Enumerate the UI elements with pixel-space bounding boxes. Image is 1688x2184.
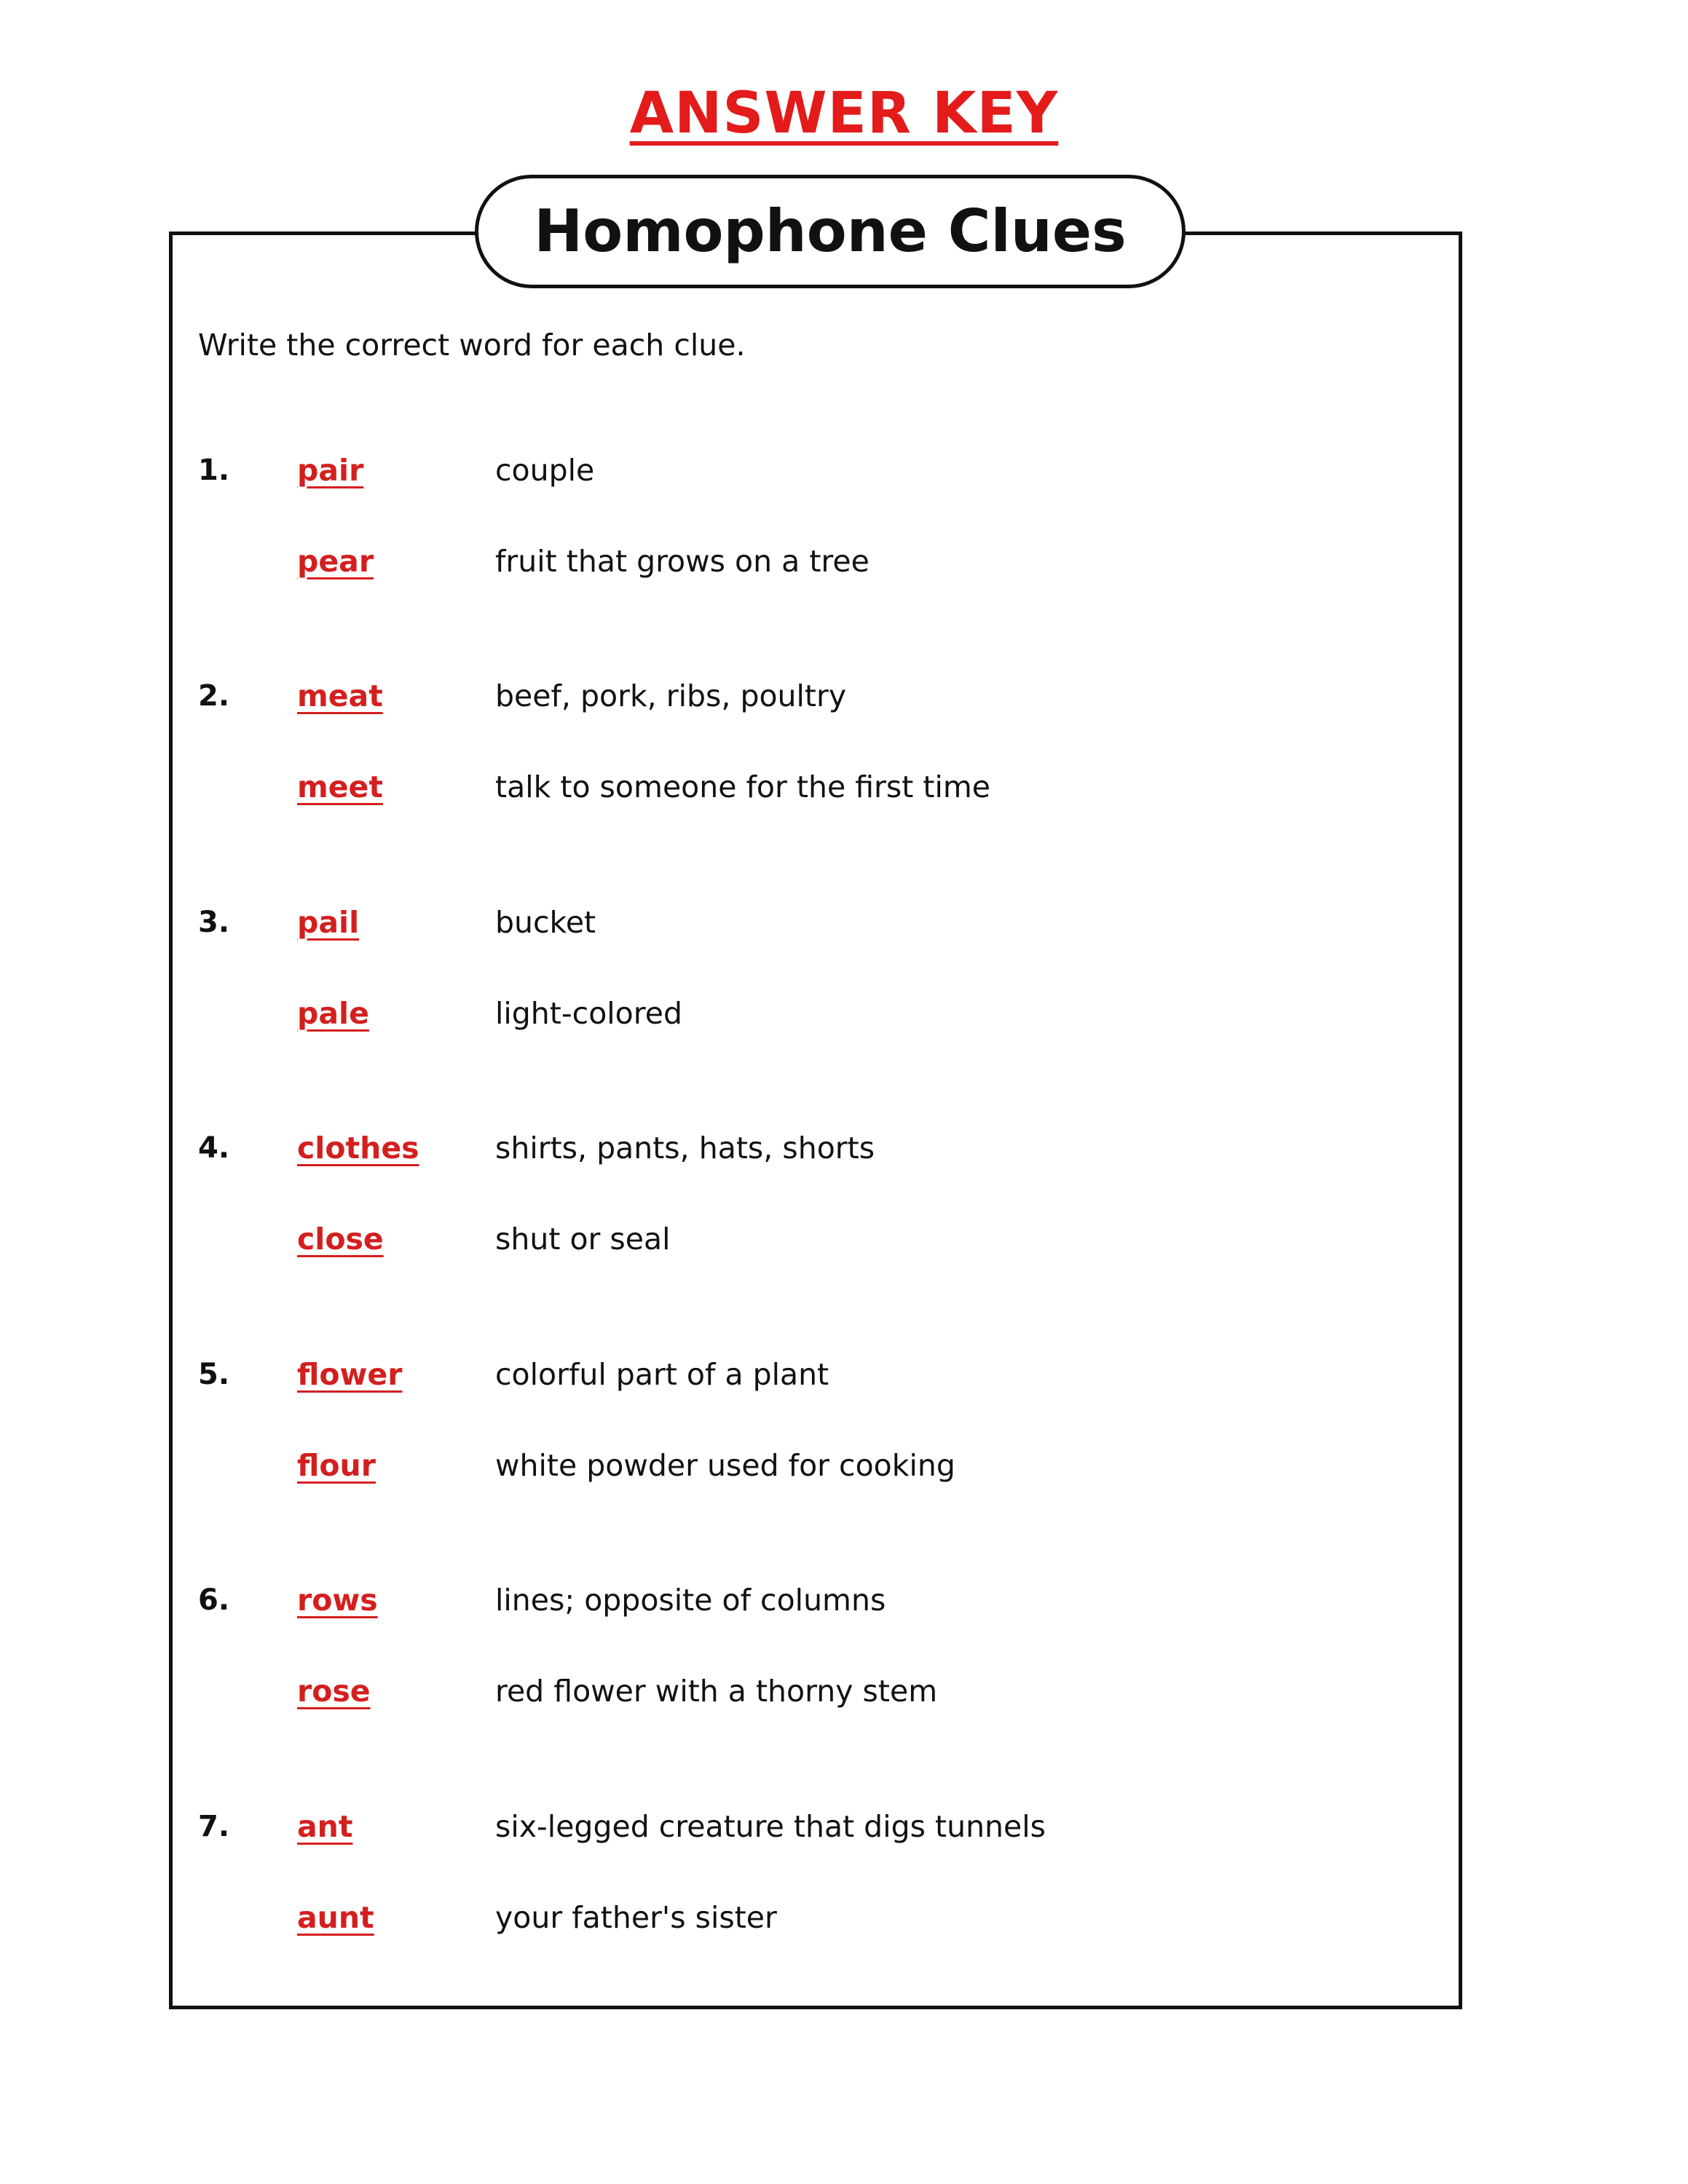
item-number: 4.	[198, 1131, 230, 1165]
answer-word: flour	[297, 1448, 376, 1483]
clue-text: white powder used for cooking	[495, 1448, 955, 1483]
answer-word: flower	[297, 1357, 403, 1392]
answer-word: meat	[297, 678, 383, 713]
answer-word: aunt	[297, 1900, 374, 1935]
clue-text: shut or seal	[495, 1222, 671, 1257]
answer-word: meet	[297, 769, 383, 804]
list-item	[0, 1805, 1688, 1848]
item-number: 7.	[198, 1810, 230, 1843]
list-item	[0, 1578, 1688, 1622]
list-item	[0, 901, 1688, 944]
clue-text: couple	[495, 453, 595, 488]
answer-word: pail	[297, 905, 360, 940]
clue-text: light-colored	[495, 996, 682, 1031]
list-item	[0, 1669, 1688, 1713]
worksheet-frame	[169, 232, 1462, 2009]
answer-word: pear	[297, 544, 374, 579]
list-item	[0, 448, 1688, 492]
clue-text: shirts, pants, hats, shorts	[495, 1131, 875, 1166]
list-item	[0, 1217, 1688, 1261]
clue-text: six-legged creature that digs tunnels	[495, 1809, 1046, 1844]
answer-word: pale	[297, 996, 369, 1031]
item-number: 1.	[198, 454, 230, 487]
list-item	[0, 1896, 1688, 1939]
item-number: 2.	[198, 679, 230, 713]
list-item	[0, 992, 1688, 1035]
list-item	[0, 1444, 1688, 1487]
answer-key-heading: ANSWER KEY	[629, 81, 1059, 146]
page-title: Homophone Clues	[534, 197, 1127, 265]
item-number: 5.	[198, 1358, 230, 1391]
clue-text: lines; opposite of columns	[495, 1583, 886, 1618]
list-item	[0, 1353, 1688, 1396]
answer-word: close	[297, 1222, 384, 1257]
answer-word: pair	[297, 453, 364, 488]
item-number: 3.	[198, 906, 230, 939]
clue-text: red flower with a thorny stem	[495, 1674, 938, 1709]
list-item	[0, 765, 1688, 809]
answer-word: clothes	[297, 1131, 419, 1166]
clue-text: colorful part of a plant	[495, 1357, 829, 1392]
title-banner	[475, 175, 1186, 288]
list-item	[0, 1126, 1688, 1170]
list-item	[0, 674, 1688, 718]
answer-word: ant	[297, 1809, 353, 1844]
clue-text: beef, pork, ribs, poultry	[495, 678, 847, 713]
clue-text: bucket	[495, 905, 596, 940]
answer-word: rose	[297, 1674, 371, 1709]
clue-text: your father's sister	[495, 1900, 777, 1935]
instruction-text: Write the correct word for each clue.	[198, 328, 746, 363]
clue-text: talk to someone for the first time	[495, 769, 991, 804]
clue-text: fruit that grows on a tree	[495, 544, 869, 579]
item-number: 6.	[198, 1583, 230, 1617]
answer-word: rows	[297, 1583, 378, 1618]
list-item	[0, 539, 1688, 583]
